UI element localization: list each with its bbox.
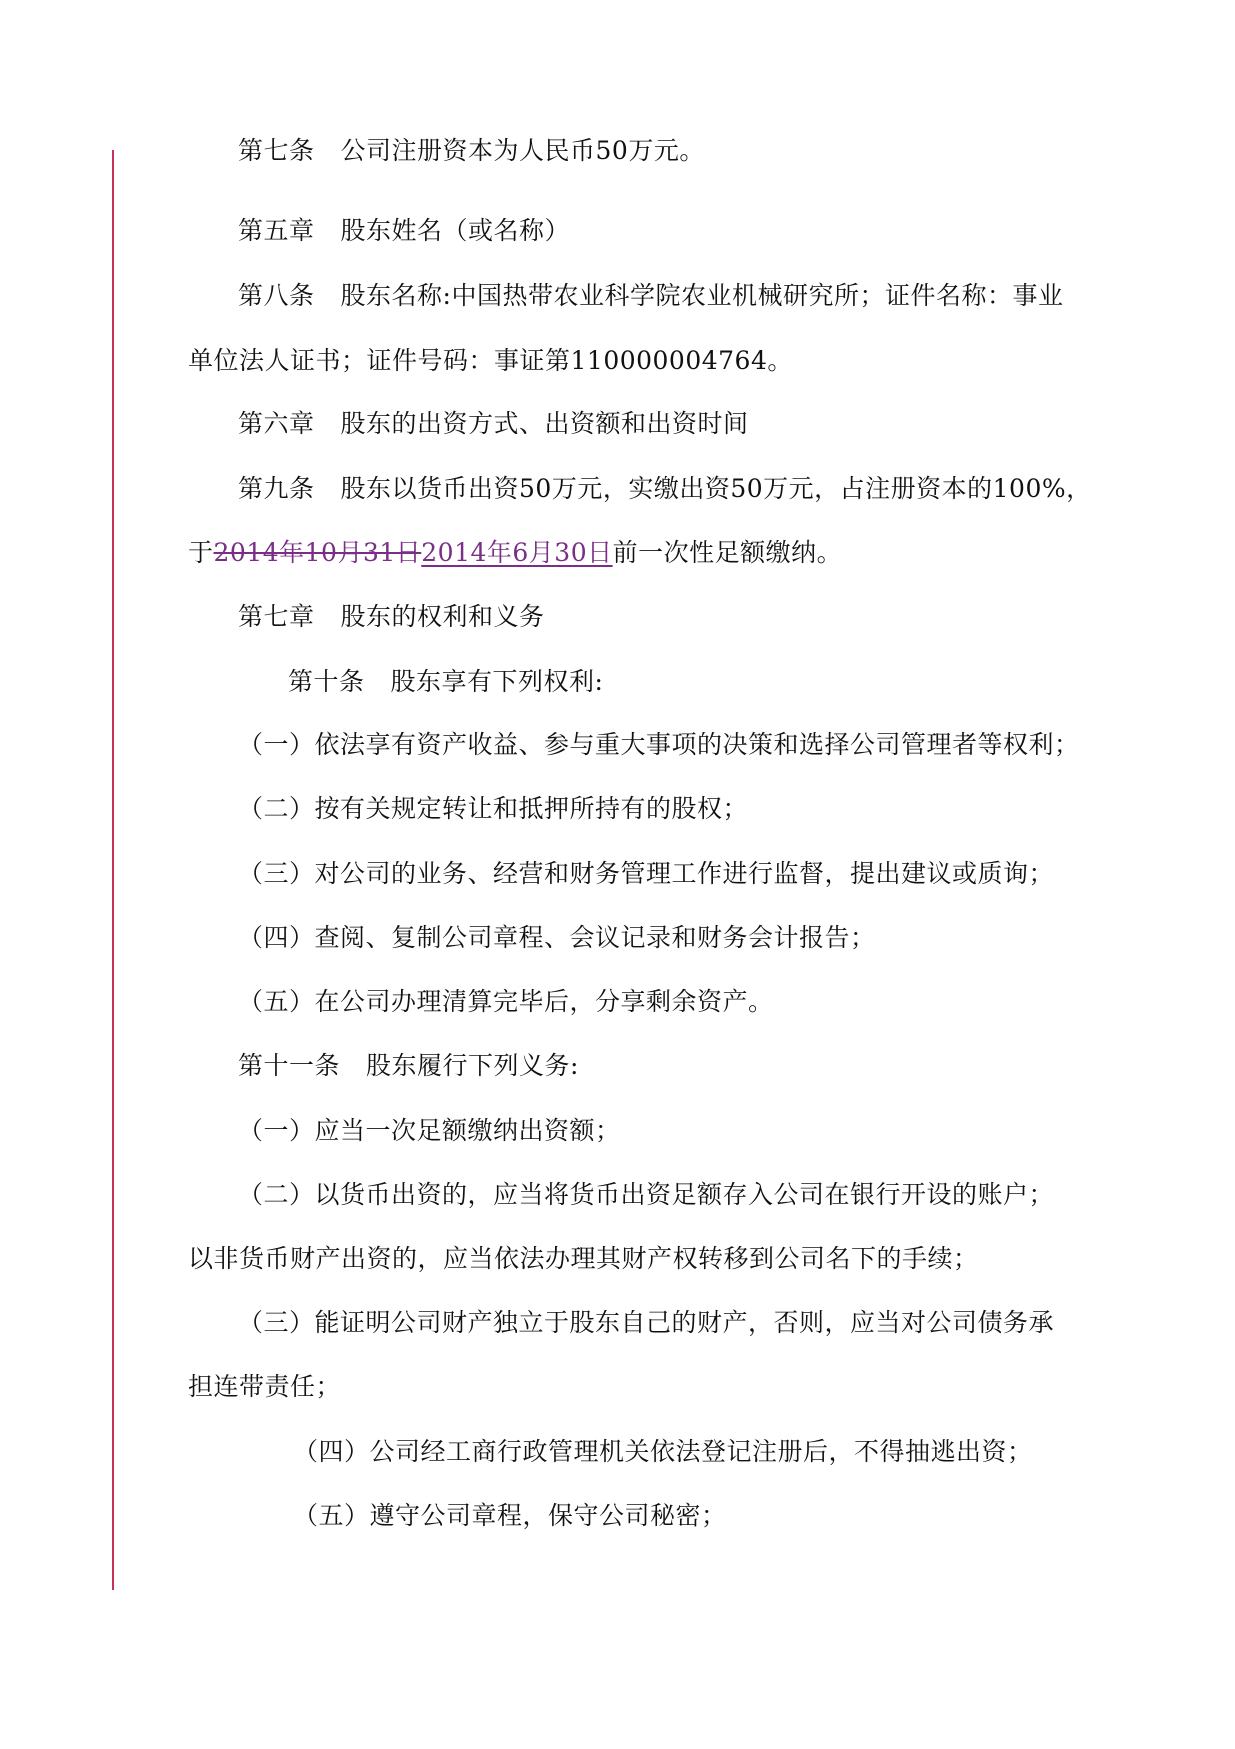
chapter-5-heading xyxy=(238,215,570,247)
chapter-7-heading xyxy=(238,601,545,633)
list-item: （五）遵守公司章程，保守公司秘密； xyxy=(293,1501,727,1530)
list-item: （五）在公司办理清算完毕后，分享剩余资产。 xyxy=(238,987,774,1016)
list-item-continued: 以非货币财产出资的，应当依法办理其财产权转移到公司名下的手续； xyxy=(188,1244,979,1273)
article-text: 股东以货币出资50万元，实缴出资50万元，占注册资本的100%， xyxy=(340,474,1092,503)
chapter-6-heading xyxy=(238,408,749,440)
article-text: 股东名称:中国热带农业科学院农业机械研究所；证件名称：事业 xyxy=(340,281,1064,310)
list-item: （四）查阅、复制公司章程、会议记录和财务会计报告； xyxy=(238,923,876,952)
list-item: （三）能证明公司财产独立于股东自己的财产，否则，应当对公司债务承 xyxy=(238,1308,1055,1337)
list-item: （二）按有关规定转让和抵押所持有的股权； xyxy=(238,794,749,823)
article-10 xyxy=(288,666,603,698)
article-8-line-1 xyxy=(238,280,1063,312)
article-number: 第八条 xyxy=(238,281,315,310)
article-text-suffix: 前一次性足额缴纳。 xyxy=(612,538,843,567)
article-text: 股东享有下列权利: xyxy=(390,667,604,696)
chapter-title: 股东姓名（或名称） xyxy=(340,216,571,245)
list-item: （四）公司经工商行政管理机关依法登记注册后，不得抽逃出资； xyxy=(293,1437,1033,1466)
list-item: （三）对公司的业务、经营和财务管理工作进行监督，提出建议或质询； xyxy=(238,859,1055,888)
article-8-line-2 xyxy=(188,345,793,377)
article-9-line-1 xyxy=(238,473,1092,505)
list-item-continued: 担连带责任； xyxy=(188,1372,342,1401)
chapter-title: 股东的权利和义务 xyxy=(340,602,545,631)
chapter-title: 股东的出资方式、出资额和出资时间 xyxy=(340,409,749,438)
article-11 xyxy=(238,1050,579,1082)
list-item: （一）应当一次足额缴纳出资额； xyxy=(238,1116,621,1145)
list-item: （二）以货币出资的，应当将货币出资足额存入公司在银行开设的账户； xyxy=(238,1180,1055,1209)
article-number: 第九条 xyxy=(238,474,315,503)
article-text: 公司注册资本为人民币50万元。 xyxy=(340,136,705,165)
article-number: 第十条 xyxy=(288,667,365,696)
article-text-prefix: 于 xyxy=(188,538,214,567)
chapter-number: 第六章 xyxy=(238,409,315,438)
list-item: （一）依法享有资产收益、参与重大事项的决策和选择公司管理者等权利； xyxy=(238,730,1080,759)
inserted-date-revision: 2014年6月30日 xyxy=(421,538,613,567)
article-text: 股东履行下列义务: xyxy=(366,1051,579,1080)
deleted-date-revision: 2014年10月31日 xyxy=(213,538,422,567)
article-number: 第十一条 xyxy=(238,1051,341,1080)
article-9-line-2 xyxy=(188,537,842,569)
article-7 xyxy=(238,135,705,167)
chapter-number: 第五章 xyxy=(238,216,315,245)
article-text-continued: 单位法人证书；证件号码：事证第110000004764。 xyxy=(188,346,793,375)
chapter-number: 第七章 xyxy=(238,602,315,631)
article-number: 第七条 xyxy=(238,136,315,165)
